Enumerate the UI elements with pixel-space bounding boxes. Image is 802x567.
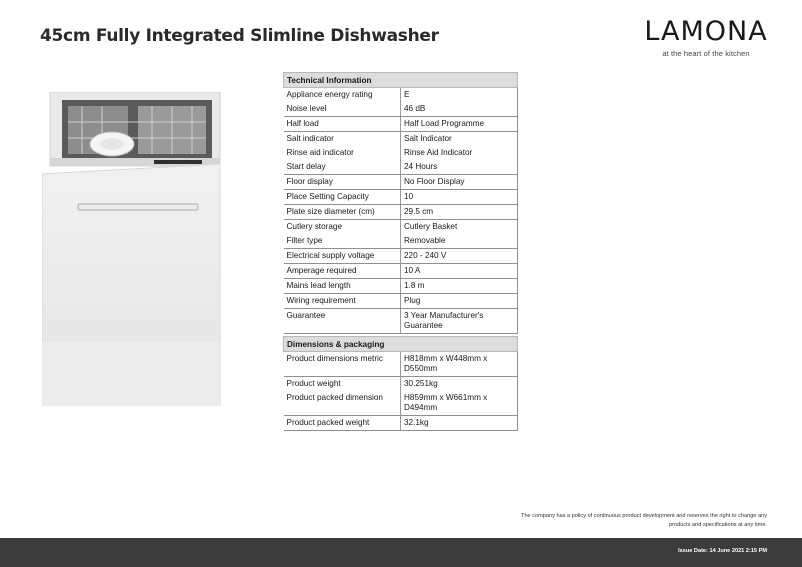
table-row — [284, 132, 518, 147]
table-row — [284, 352, 518, 377]
issue-date: Issue Date: 14 June 2021 2:15 PM — [678, 548, 767, 554]
spec-label: Mains lead length — [284, 279, 401, 294]
table-row — [284, 146, 518, 160]
spec-label: Start delay — [284, 160, 401, 175]
dimensions-packaging-heading: Dimensions & packaging — [284, 337, 518, 352]
spec-value: 220 - 240 V — [401, 249, 518, 264]
spec-label: Product packed weight — [284, 416, 401, 431]
table-row — [284, 377, 518, 392]
spec-label: Guarantee — [284, 309, 401, 334]
spec-label: Place Setting Capacity — [284, 190, 401, 205]
spec-value: 32.1kg — [401, 416, 518, 431]
spec-value: 24 Hours — [401, 160, 518, 175]
table-row — [284, 309, 518, 334]
table-row — [284, 190, 518, 205]
spec-value: Half Load Programme — [401, 117, 518, 132]
spec-label: Wiring requirement — [284, 294, 401, 309]
spec-label: Noise level — [284, 102, 401, 117]
table-row — [284, 205, 518, 220]
spec-label: Product weight — [284, 377, 401, 392]
table-row — [284, 175, 518, 190]
table-row — [284, 279, 518, 294]
spec-value: 10 — [401, 190, 518, 205]
spec-value: 30.251kg — [404, 379, 438, 388]
spec-label: Filter type — [284, 234, 401, 249]
table-row — [284, 102, 518, 117]
table-row — [284, 234, 518, 249]
spec-label: Half load — [284, 117, 401, 132]
spec-label: Cutlery storage — [284, 220, 401, 235]
table-row — [284, 160, 518, 175]
dishwasher-product-image — [42, 92, 222, 406]
spec-label: Appliance energy rating — [284, 88, 401, 103]
table-row — [284, 264, 518, 279]
technical-information-heading: Technical Information — [284, 73, 518, 88]
spec-label: Electrical supply voltage — [284, 249, 401, 264]
table-row — [284, 88, 518, 103]
brand-tagline: at the heart of the kitchen — [662, 49, 750, 58]
table-row — [284, 416, 518, 431]
spec-value: Removable — [401, 234, 518, 249]
spec-value: Salt Indicator — [404, 134, 452, 143]
spec-label: Plate size diameter (cm) — [284, 205, 401, 220]
brand-name: LAMONA — [644, 16, 768, 47]
spec-label: Rinse aid indicator — [284, 146, 401, 160]
spec-value: No Floor Display — [401, 175, 518, 190]
dimensions-packaging-table — [283, 336, 518, 431]
table-row — [284, 220, 518, 235]
spec-label: Product packed dimension — [284, 391, 401, 416]
spec-value: 3 Year Manufacturer's Guarantee — [401, 309, 518, 334]
spec-value: 1.8 m — [401, 279, 518, 294]
spec-value: E — [404, 90, 410, 99]
spec-label: Product dimensions metric — [284, 352, 401, 377]
spec-value: Cutlery Basket — [404, 222, 458, 231]
brand-logo — [642, 16, 770, 58]
disclaimer-text: The company has a policy of continuous product development and reserves the right to change any products and specifications at any time. — [521, 513, 767, 528]
spec-value: 46 dB — [401, 102, 518, 117]
table-row — [284, 294, 518, 309]
page-title: 45cm Fully Integrated Slimline Dishwasher — [40, 26, 439, 46]
spec-value: Plug — [401, 294, 518, 309]
spec-value: H859mm x W661mm x D494mm — [401, 391, 518, 416]
spec-value: H818mm x W448mm x D550mm — [401, 352, 518, 377]
footer-bar — [0, 538, 802, 567]
technical-information-table — [283, 72, 518, 334]
spec-value: 29.5 cm — [401, 205, 518, 220]
spec-label: Amperage required — [284, 264, 401, 279]
table-row — [284, 391, 518, 416]
spec-label: Salt indicator — [284, 132, 401, 147]
table-row — [284, 117, 518, 132]
spec-label: Floor display — [284, 175, 401, 190]
spec-value: 10 A — [401, 264, 518, 279]
table-row — [284, 249, 518, 264]
spec-value: Rinse Aid Indicator — [404, 148, 473, 157]
